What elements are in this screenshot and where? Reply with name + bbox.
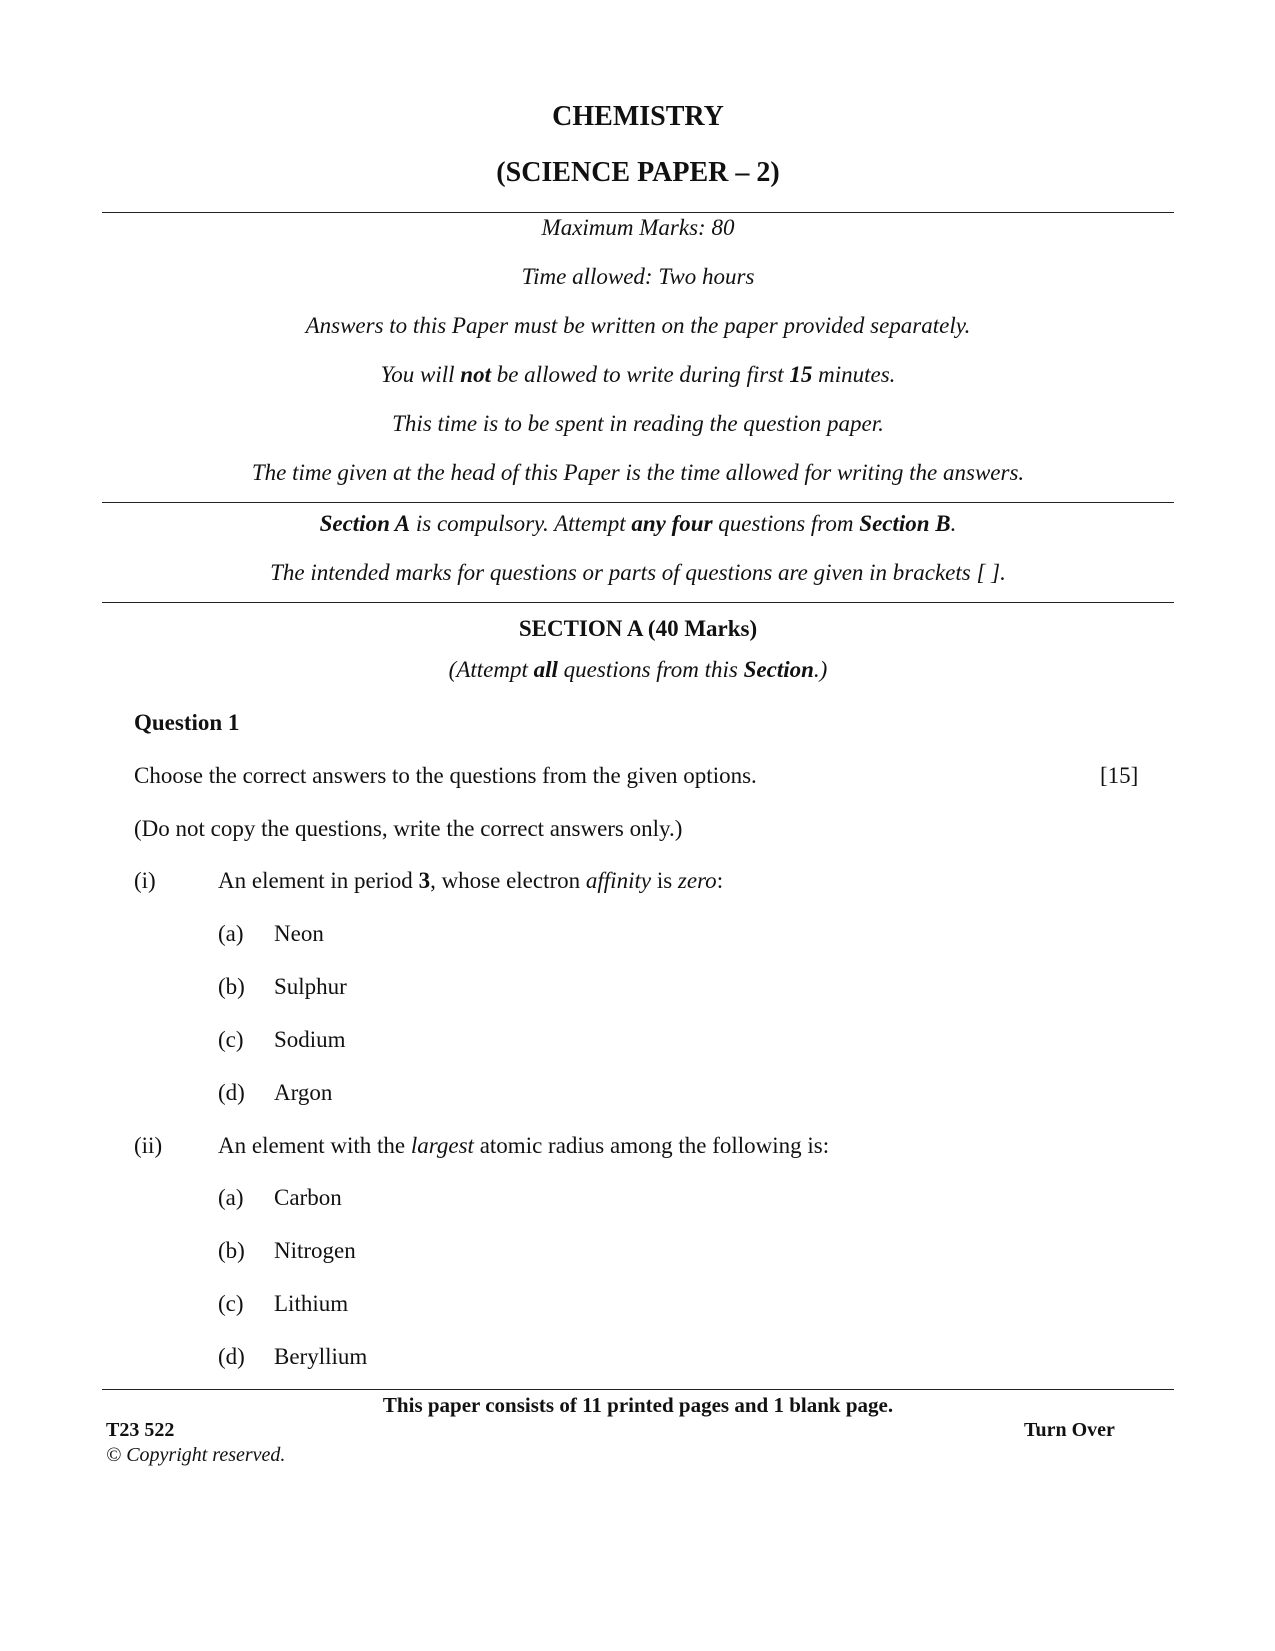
option-text: Lithium <box>274 1291 349 1316</box>
time-allowed: Time allowed: Two hours <box>521 264 755 289</box>
rules-text-1: is compulsory. Attempt <box>410 511 632 536</box>
option-text: Carbon <box>274 1185 342 1210</box>
section-a-note <box>102 657 1174 683</box>
rules-section-b: Section B <box>859 511 951 536</box>
subquestion-number: (i) <box>134 868 156 893</box>
q1-text-5: is <box>651 868 678 893</box>
marks-note: The intended marks for questions or parts of questions are given in brackets [ ]. <box>270 560 1006 585</box>
q1-text-7: : <box>716 868 724 893</box>
paper-title: (SCIENCE PAPER – 2) <box>496 157 780 188</box>
rules-section-a: Section A <box>319 511 411 536</box>
writing-time-note: The time given at the head of this Paper is the time allowed for writing the answers. <box>251 460 1025 485</box>
note-all: all <box>533 657 558 682</box>
paper-code: T23 522 <box>106 1419 175 1441</box>
q2-largest: largest <box>410 1133 474 1158</box>
q1-period: 3 <box>418 868 431 893</box>
q1-text-3: , whose electron <box>430 868 586 893</box>
divider-middle <box>102 502 1174 503</box>
reading-time-note: This time is to be spent in reading the question paper. <box>392 411 884 436</box>
option-letter: (b) <box>218 974 245 999</box>
footer-divider <box>102 1389 1174 1390</box>
option-text: Sodium <box>274 1027 346 1052</box>
question-heading: Question 1 <box>134 710 240 735</box>
option-text: Sulphur <box>274 974 347 999</box>
q1-text-1: An element in period <box>218 868 419 893</box>
option-letter: (c) <box>218 1291 244 1316</box>
copyright-notice: © Copyright reserved. <box>106 1444 286 1466</box>
max-marks: Maximum Marks: 80 <box>541 215 735 240</box>
reading-fifteen: 15 <box>789 362 813 387</box>
rules-any-four: any four <box>631 511 713 536</box>
subquestion-number: (ii) <box>134 1133 163 1158</box>
option-letter: (d) <box>218 1080 245 1105</box>
subquestion-text <box>218 868 723 894</box>
option-letter: (a) <box>218 921 244 946</box>
q1-zero: zero <box>677 868 717 893</box>
option-text: Neon <box>274 921 324 946</box>
rules-text-3: . <box>950 511 957 536</box>
reading-text-c: minutes. <box>812 362 896 387</box>
page-count-note: This paper consists of 11 printed pages and 1 blank page. <box>382 1393 894 1417</box>
q2-text-1: An element with the <box>218 1133 411 1158</box>
q1-affinity: affinity <box>585 868 652 893</box>
subject-title: CHEMISTRY <box>552 101 724 132</box>
reading-not: not <box>460 362 491 387</box>
option-text: Nitrogen <box>274 1238 356 1263</box>
section-a-heading: SECTION A (40 Marks) <box>518 616 758 641</box>
divider-bottom <box>102 602 1174 603</box>
subquestion-text <box>218 1133 829 1159</box>
option-letter: (c) <box>218 1027 244 1052</box>
note-text-a: (Attempt <box>448 657 534 682</box>
option-letter: (d) <box>218 1344 245 1369</box>
turn-over-label: Turn Over <box>1024 1419 1115 1441</box>
option-text: Beryllium <box>274 1344 368 1369</box>
divider-top <box>102 212 1174 213</box>
question-marks: [15] <box>1100 763 1139 788</box>
option-text: Argon <box>274 1080 333 1105</box>
option-letter: (a) <box>218 1185 244 1210</box>
note-section: Section <box>743 657 814 682</box>
answers-instruction: Answers to this Paper must be written on the paper provided separately. <box>305 313 971 338</box>
question-instruction: Choose the correct answers to the questions from the given options. <box>134 763 757 788</box>
reading-instruction <box>102 362 1174 388</box>
rules-text-2: questions from <box>712 511 860 536</box>
reading-text-a: You will <box>380 362 461 387</box>
note-text-b: questions from this <box>557 657 744 682</box>
option-letter: (b) <box>218 1238 245 1263</box>
q2-text-3: atomic radius among the following is: <box>473 1133 830 1158</box>
section-rules <box>102 511 1174 537</box>
note-text-c: .) <box>813 657 828 682</box>
question-note: (Do not copy the questions, write the correct answers only.) <box>134 816 683 841</box>
reading-text-b: be allowed to write during first <box>490 362 790 387</box>
